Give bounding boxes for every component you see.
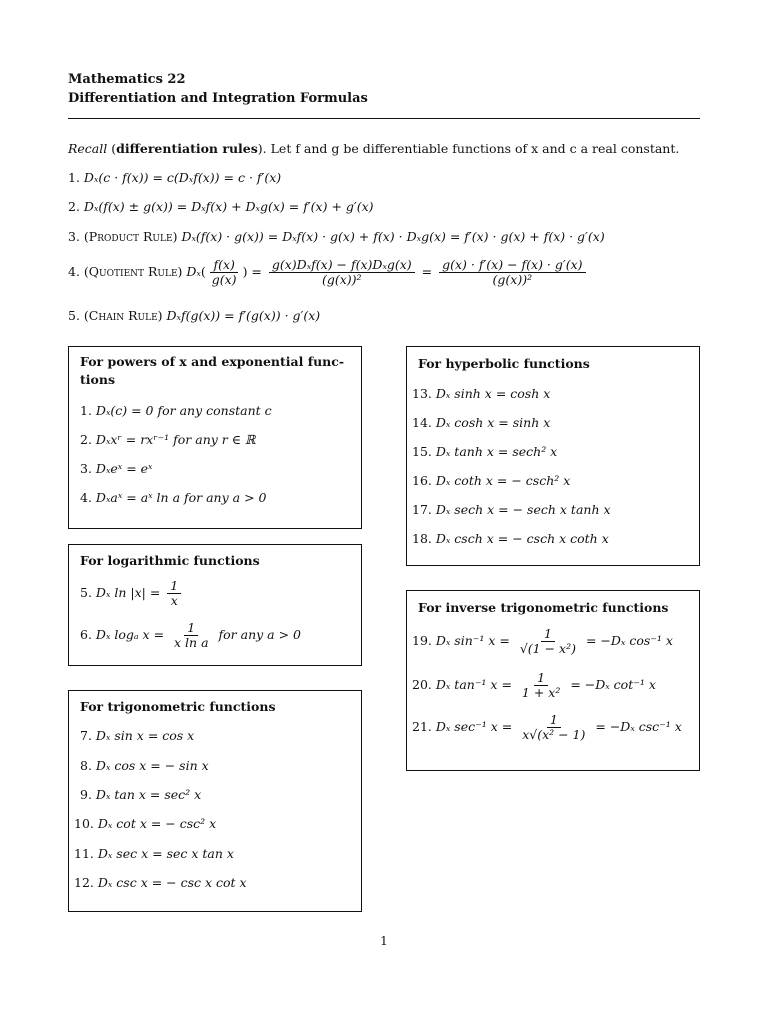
powers-title: For powers of x and exponential func- tions bbox=[80, 354, 345, 387]
formula-item: 16. Dₓ coth x = − csch² x bbox=[412, 473, 571, 488]
logarithmic-box bbox=[68, 544, 362, 666]
formula-item: 12. Dₓ csc x = − csc x cot x bbox=[74, 875, 247, 890]
page-number: 1 bbox=[380, 934, 388, 948]
rule-mid-fraction: $\frac{\text{g(x)Dₓf(x) − f(x)Dₓg(x)}}{\text{(g(x))²}}$ bbox=[269, 258, 415, 287]
formula-item: 8. Dₓ cos x = − sin x bbox=[80, 758, 209, 773]
logarithmic-title: For logarithmic functions bbox=[80, 553, 260, 568]
formula-item: 15. Dₓ tanh x = sech² x bbox=[412, 444, 558, 459]
hyperbolic-title: For hyperbolic functions bbox=[418, 356, 590, 371]
rule-label: Quotient Rule bbox=[88, 264, 178, 279]
recall-text: Let f and g be differentiable functions of x and c a real constant. bbox=[270, 141, 680, 156]
rule-label: Product Rule bbox=[88, 229, 173, 244]
formula-item: 14. Dₓ cosh x = sinh x bbox=[412, 415, 551, 430]
formula-item: 10. Dₓ cot x = − csc² x bbox=[74, 816, 217, 831]
hyperbolic-box bbox=[406, 346, 700, 566]
formula-item: 2. Dₓxʳ = rxʳ⁻¹ for any r ∈ ℝ bbox=[80, 432, 256, 447]
rule-number: 3. bbox=[68, 229, 80, 244]
rule-3-product: 3. (Product Rule) Dₓ(f(x) · g(x)) = Dₓf(x) · g(x) + f(x) · Dₓg(x) = f′(x) · g(x) + f(x) · g′(x) bbox=[68, 229, 605, 244]
header-rule bbox=[68, 118, 700, 119]
rule-number: 2. bbox=[68, 199, 80, 214]
rule-5-chain: 5. (Chain Rule) Dₓf(g(x)) = f′(g(x)) · g′(x) bbox=[68, 308, 321, 323]
inverse-trig-title: For inverse trigonometric functions bbox=[418, 600, 669, 615]
course-title: Mathematics 22 bbox=[68, 72, 186, 87]
rule-1 bbox=[68, 170, 281, 185]
trig-title: For trigonometric functions bbox=[80, 699, 276, 714]
formula-item: 20. Dₓ tan⁻¹ x = $\frac{1}{\text{1 + x²}}$ = −Dₓ cot⁻¹ x bbox=[412, 670, 656, 700]
rule-lhs-fraction: $\frac{f(x)}{g(x)}$ bbox=[211, 257, 237, 287]
rule-4-quotient: 4. (Quotient Rule) Dₓ( $\frac{f(x)}{g(x)}$ ) = $\frac{\text{g(x)Dₓf(x) − f(x)Dₓg(x)}}{\text{(g(x))²}}$ = $\frac{g(x) \cdot f'(x) - f(x) \cdot g'(x)}{\text{(g(x))²}}$ bbox=[68, 258, 589, 287]
document-title: Differentiation and Integration Formulas bbox=[68, 91, 368, 106]
rule-lhs-operator: Dₓ bbox=[186, 264, 201, 279]
rule-label: Chain Rule bbox=[88, 308, 158, 323]
recall-lead: Recall bbox=[68, 141, 108, 156]
formula-item: 9. Dₓ tan x = sec² x bbox=[80, 787, 202, 802]
formula-item: 18. Dₓ csch x = − csch x coth x bbox=[412, 531, 609, 546]
rule-formula: Dₓf(g(x)) = f′(g(x)) · g′(x) bbox=[166, 308, 321, 323]
formula-item: 1. Dₓ(c) = 0 for any constant c bbox=[80, 403, 272, 418]
formula-item: 17. Dₓ sech x = − sech x tanh x bbox=[412, 502, 611, 517]
formula-item: 21. Dₓ sec⁻¹ x = $\frac{1}{\text{x√(x² − 1)}}$ = −Dₓ csc⁻¹ x bbox=[412, 712, 682, 742]
formula-item: 6. Dₓ logₐ x = $\frac{1}{\text{x ln a}}$ for any a > 0 bbox=[80, 620, 301, 650]
trig-box bbox=[68, 690, 362, 912]
inverse-trig-box bbox=[406, 590, 700, 771]
rule-number: 4. bbox=[68, 264, 80, 279]
formula-item: 4. Dₓaˣ = aˣ ln a for any a > 0 bbox=[80, 490, 267, 505]
powers-box bbox=[68, 346, 362, 529]
rule-number: 5. bbox=[68, 308, 80, 323]
formula-item: 19. Dₓ sin⁻¹ x = $\frac{1}{\text{√(1 − x²)}}$ = −Dₓ cos⁻¹ x bbox=[412, 626, 673, 656]
rule-formula: Dₓ(c · f(x)) = c(Dₓf(x)) = c · f′(x) bbox=[83, 170, 282, 185]
rule-number: 1. bbox=[68, 170, 80, 185]
formula-item: 3. Dₓeˣ = eˣ bbox=[80, 461, 153, 476]
rule-formula: Dₓ(f(x) · g(x)) = Dₓf(x) · g(x) + f(x) · Dₓg(x) = f′(x) · g(x) + f(x) · g′(x) bbox=[181, 229, 605, 244]
formula-item: 7. Dₓ sin x = cos x bbox=[80, 728, 195, 743]
rule-2 bbox=[68, 199, 374, 214]
recall-paragraph: Recall (differentiation rules). Let f and g be differentiable functions of x and c a real constant. bbox=[68, 141, 680, 156]
formula-item: 13. Dₓ sinh x = cosh x bbox=[412, 386, 551, 401]
formula-item: 5. Dₓ ln |x| = $\frac{1}{x}$ bbox=[80, 579, 184, 608]
rule-formula: Dₓ(f(x) ± g(x)) = Dₓf(x) + Dₓg(x) = f′(x) + g′(x) bbox=[83, 199, 374, 214]
document-header bbox=[68, 70, 368, 108]
recall-rules-label: differentiation rules bbox=[116, 141, 258, 156]
formula-item: 11. Dₓ sec x = sec x tan x bbox=[74, 846, 234, 861]
rule-rhs-fraction: $\frac{g(x) \cdot f'(x) - f(x) \cdot g'(x)}{\text{(g(x))²}}$ bbox=[439, 258, 585, 287]
